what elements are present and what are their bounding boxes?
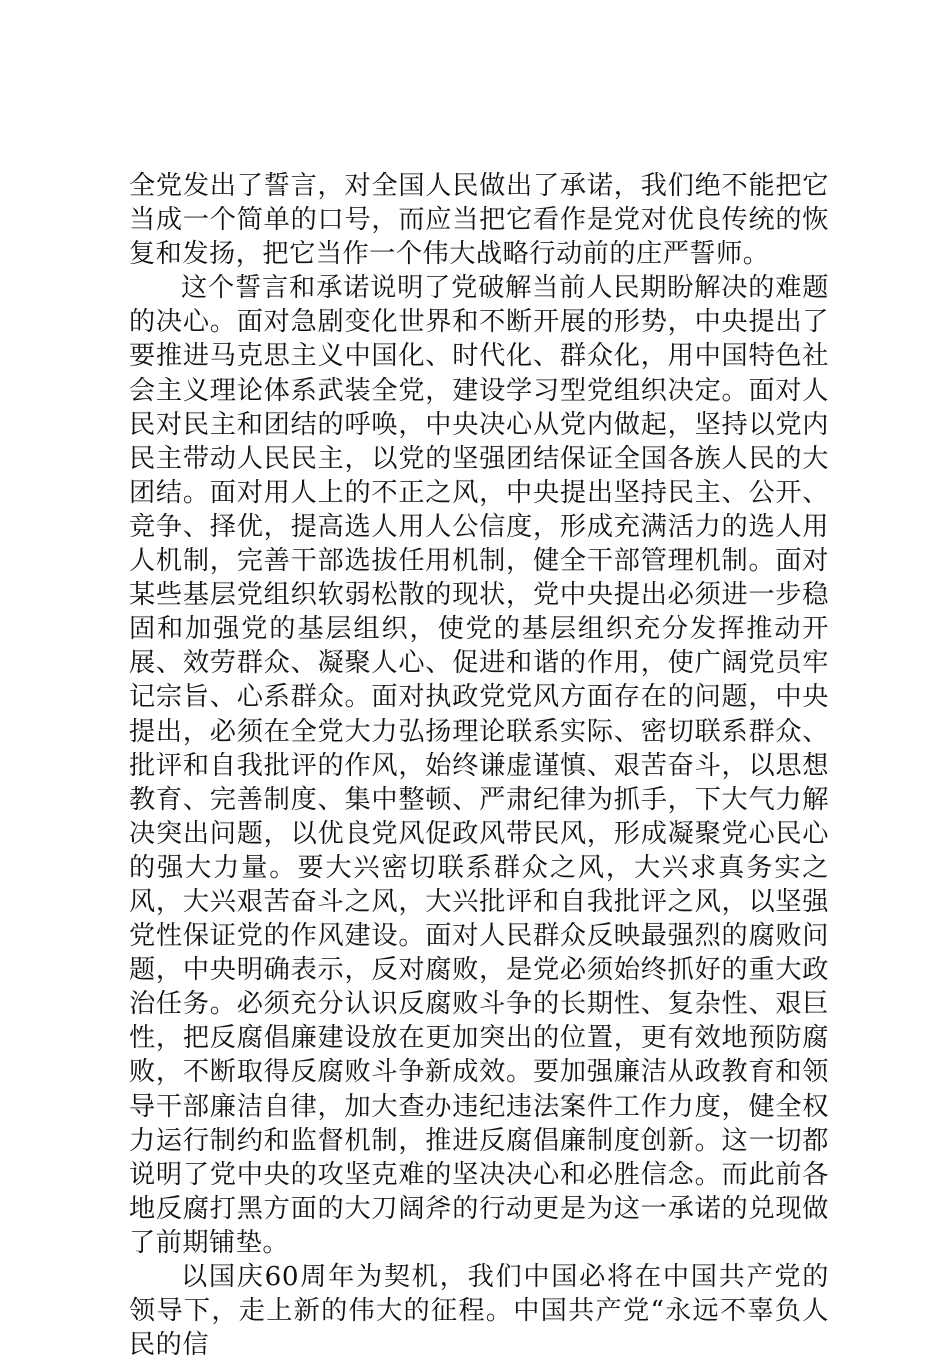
body-text — [129, 169, 829, 1362]
paragraph-continued: 全党发出了誓言，对全国人民做出了承诺，我们绝不能把它当成一个简单的口号，而应当把它看作是党对优良传统的恢复和发扬，把它当作一个伟大战略行动前的庄严誓师。 — [129, 171, 829, 270]
paragraph-national-day: 以国庆60周年为契机，我们中国必将在中国共产党的领导下，走上新的伟大的征程。中国共产党“永远不辜负人民的信 — [129, 1262, 829, 1361]
paragraph-pledge-resolve: 这个誓言和承诺说明了党破解当前人民期盼解决的难题的决心。面对急剧变化世界和不断开展的形势，中央提出了要推进马克思主义中国化、时代化、群众化，用中国特色社会主义理论体系武装全党，建设学习型党组织决定。面对人民对民主和团结的呼唤，中央决心从党内做起，坚持以党内民主带动人民民主，以党的坚强团结保证全国各族人民的大团结。面对用人上的不正之风，中央提出坚持民主、公开、竞争、择优，提高选人用人公信度，形成充满活力的选人用人机制，完善干部选拔任用机制，健全干部管理机制。面对某些基层党组织软弱松散的现状，党中央提出必须进一步稳固和加强党的基层组织，使党的基层组织充分发挥推动开展、效劳群众、凝聚人心、促进和谐的作用，使广阔党员牢记宗旨、心系群众。面对执政党党风方面存在的问题，中央提出，必须在全党大力弘扬理论联系实际、密切联系群众、批评和自我批评的作风，始终谦虚谨慎、艰苦奋斗，以思想教育、完善制度、集中整顿、严肃纪律为抓手，下大气力解决突出问题，以优良党风促政风带民风，形成凝聚党心民心的强大力量。要大兴密切联系群众之风，大兴求真务实之风，大兴艰苦奋斗之风，大兴批评和自我批评之风，以坚强党性保证党的作风建设。面对人民群众反映最强烈的腐败问题，中央明确表示，反对腐败，是党必须始终抓好的重大政治任务。必须充分认识反腐败斗争的长期性、复杂性、艰巨性，把反腐倡廉建设放在更加突出的位置，更有效地预防腐败，不断取得反腐败斗争新成效。要加强廉洁从政教育和领导干部廉洁自律，加大查办违纪违法案件工作力度，健全权力运行制约和监督机制，推进反腐倡廉制度创新。这一切都说明了党中央的攻坚克难的坚决决心和必胜信念。而此前各地反腐打黑方面的大刀阔斧的行动更是为这一承诺的兑现做了前期铺垫。 — [129, 273, 829, 1258]
